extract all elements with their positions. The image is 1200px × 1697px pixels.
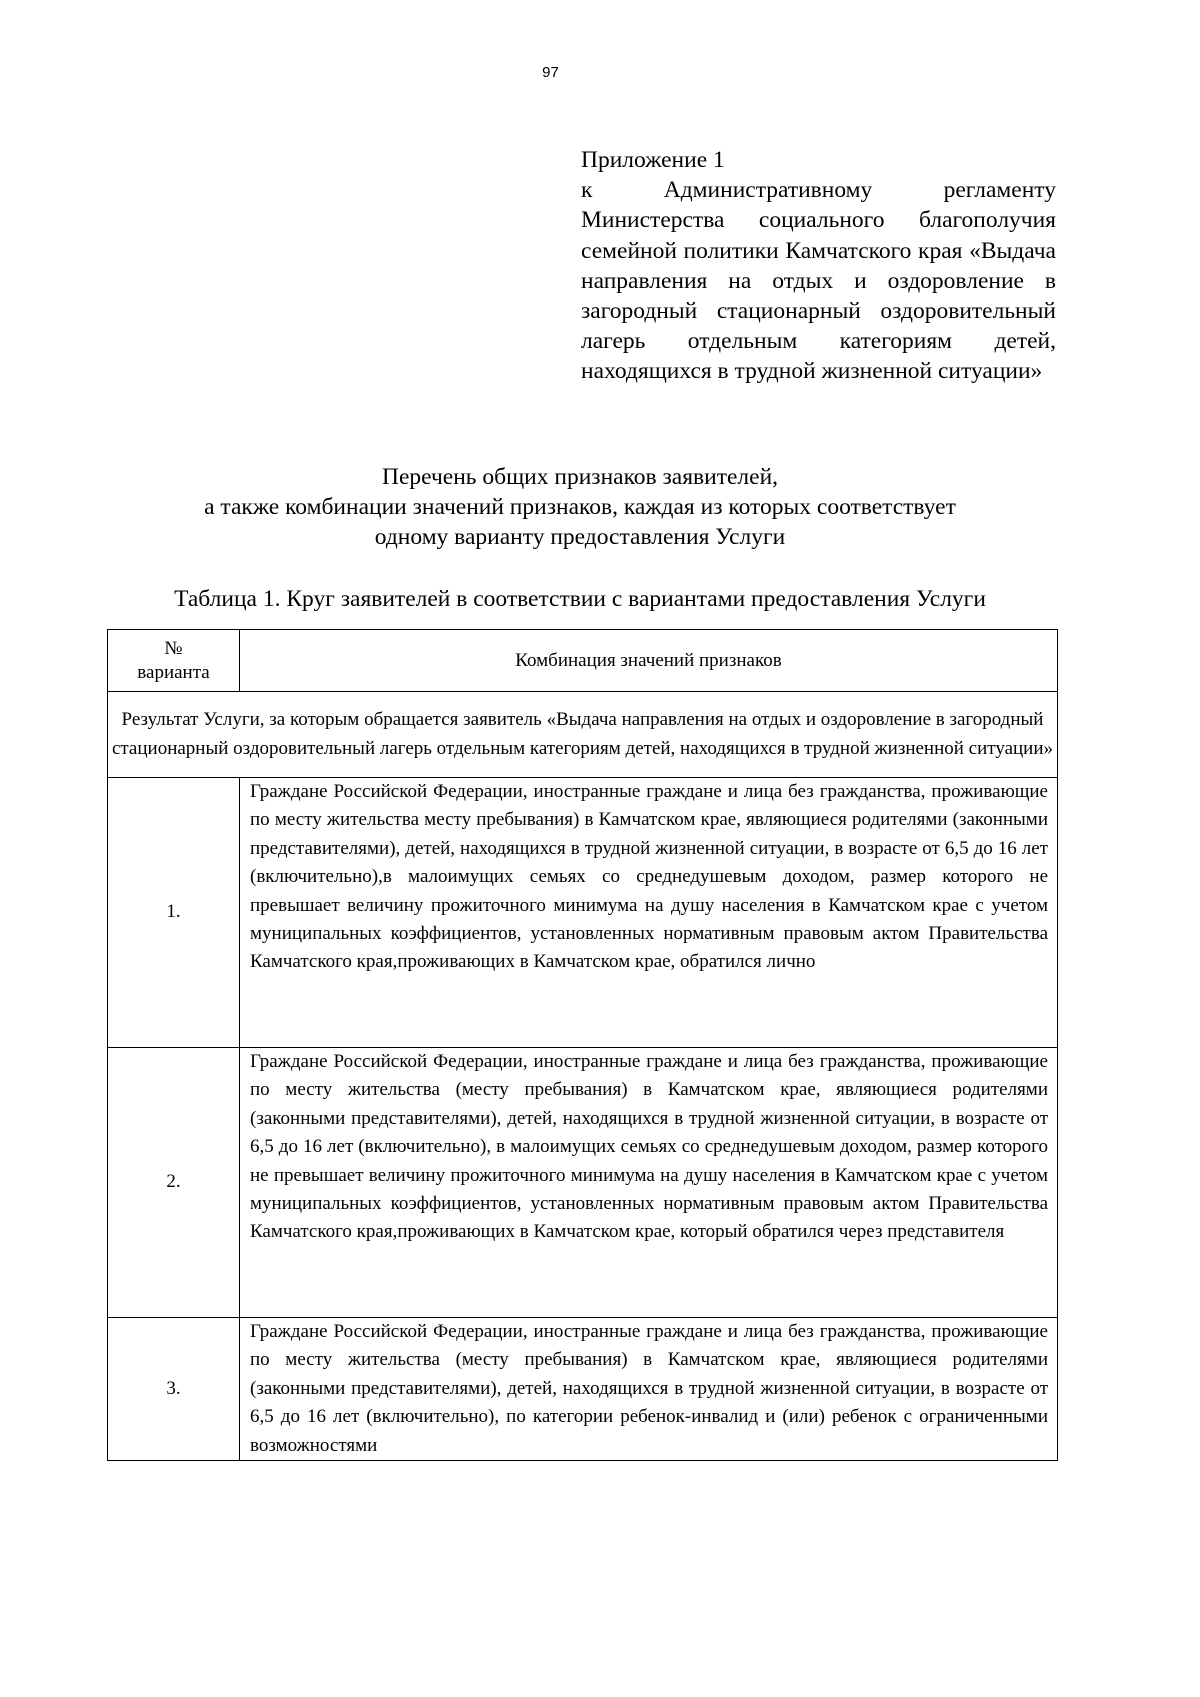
list-title-line-3: одному варианту предоставления Услуги xyxy=(374,524,786,550)
header-number-sign: № xyxy=(164,637,183,659)
list-title-line-2: а также комбинации значений признаков, каждая из которых соответствует xyxy=(204,494,956,520)
list-title xyxy=(60,462,1100,552)
variant-number: 2. xyxy=(108,1048,240,1318)
variant-description: Граждане Российской Федерации, иностранные граждане и лица без гражданства, проживающие по месту жительства месту пребывания) в Камчатском крае, являющиеся родителями (законными представителями), детей, находящихся в трудной жизненной ситуации, в возрасте от 6,5 до 16 лет (включительно),в малоимущих семьях со среднедушевым доходом, размер которого не превышает величину прожиточного минимума на душу населения в Камчатском крае с учетом муниципальных коэффициентов, установленных нормативным правовым актом Правительства Камчатского края,проживающих в Камчатском крае, обратился лично xyxy=(240,778,1058,1048)
header-combination: Комбинация значений признаков xyxy=(240,630,1058,692)
header-variant-number xyxy=(108,630,240,692)
list-title-line-1: Перечень общих признаков заявителей, xyxy=(381,464,779,490)
header-variant-word: варианта xyxy=(137,661,210,683)
table-row xyxy=(108,1318,1058,1461)
appendix-title: Приложение 1 xyxy=(581,147,725,173)
appendix-body: к Административному регламенту Министерства социального благополучия семейной политики Камчатского края «Выдача направления на отдых и оздоровление в загородный стационарный оздоровительный лагерь отдельным категориям детей, находящихся в трудной жизненной ситуации» xyxy=(581,177,1056,385)
table-row xyxy=(108,778,1058,1048)
result-row xyxy=(108,692,1058,778)
variant-description: Граждане Российской Федерации, иностранные граждане и лица без гражданства, проживающие по месту жительства (месту пребывания) в Камчатском крае, являющиеся родителями (законными представителями), детей, находящихся в трудной жизненной ситуации, в возрасте от 6,5 до 16 лет (включительно), в малоимущих семьях со среднедушевым доходом, размер которого не превышает величину прожиточного минимума на душу населения в Камчатском крае с учетом муниципальных коэффициентов, установленных нормативным правовым актом Правительства Камчатского края,проживающих в Камчатском крае, который обратился через представителя xyxy=(240,1048,1058,1318)
table-row xyxy=(108,1048,1058,1318)
variant-number: 1. xyxy=(108,778,240,1048)
table-header-row xyxy=(108,630,1058,692)
appendix-block xyxy=(581,145,1056,387)
variant-number: 3. xyxy=(108,1318,240,1461)
table-caption: Таблица 1. Круг заявителей в соответствии с вариантами предоставления Услуги xyxy=(174,586,986,612)
page-number: 97 xyxy=(542,64,559,81)
result-cell: Результат Услуги, за которым обращается заявитель «Выдача направления на отдых и оздоровление в загородный стационарный оздоровительный лагерь отдельным категориям детей, находящихся в трудной жизненной ситуации» xyxy=(108,692,1058,778)
applicants-table xyxy=(107,629,1058,1461)
variant-description: Граждане Российской Федерации, иностранные граждане и лица без гражданства, проживающие по месту жительства (месту пребывания) в Камчатском крае, являющиеся родителями (законными представителями), детей, находящихся в трудной жизненной ситуации, в возрасте от 6,5 до 16 лет (включительно), по категории ребенок-инвалид и (или) ребенок с ограниченными возможностями xyxy=(240,1318,1058,1461)
